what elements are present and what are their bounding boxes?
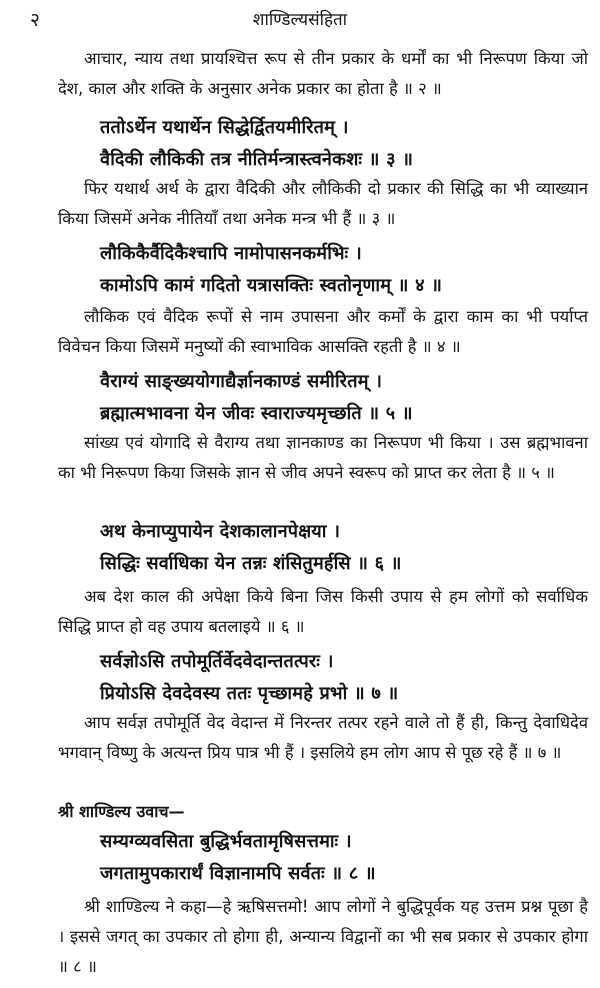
paragraph-2-text: आचार, न्याय तथा प्रायश्चित्त रूप से तीन प्रकार के धर्मों का भी निरूपण किया जो देश, काल और शक्ति के अनुसार अनेक प्रकार का होता है ॥ २ ॥ [58, 49, 588, 98]
verse-4-line-1: लौकिकैर्वैदिकैश्चापि नामोपासनकर्मभिः । [100, 243, 362, 264]
paragraph-7 [58, 708, 588, 768]
paragraph-7-text: आप सर्वज्ञ तपोमूर्ति वेद वेदान्त में निरन्तर तत्पर रहने वाले तो हैं ही, किन्तु देवाधिदेव भगवान् विष्णु के अत्यन्त प्रिय पात्र भी हैं । इसलिये हम लोग आप से पूछ रहे हैं ॥ ७ ॥ [58, 713, 588, 762]
verse-4-line-2: कामोऽपि कामं गदितो यत्रासक्तिः स्वतोनृणाम् ॥ ४ ॥ [100, 275, 443, 296]
verse-6-line-1: अथ केनाप्युपायेन देशकालानपेक्षया । [100, 521, 341, 542]
paragraph-8-text: श्री शाण्डिल्य ने कहा—हे ऋषिसत्तमो! आप लोगों ने बुद्धिपूर्वक यह उत्तम प्रश्न पूछा है । इससे जगत् का उपकार तो होगा ही, अन्यान्य विद्वानों का भी सब प्रकार से उपकार होगा ॥ ८ ॥ [58, 897, 588, 976]
paragraph-3-text: फिर यथार्थ अर्थ के द्वारा वैदिकी और लौकिकी दो प्रकार की सिद्धि का भी व्याख्यान किया जिसमें अनेक नीतियाँ तथा अनेक मन्त्र भी हैं ॥ ३ ॥ [58, 179, 588, 228]
paragraph-2 [58, 44, 588, 104]
verse-5-line-2: ब्रह्मात्मभावना येन जीवः स्वाराज्यमृच्छति ॥ ५ ॥ [100, 403, 413, 424]
running-title: शाण्डिल्यसंहिता [252, 10, 348, 30]
verse-6-line-2: सिद्धिः सर्वाधिका येन तन्नः शंसितुमर्हसि ॥ ६ ॥ [100, 553, 402, 574]
verse-7-line-1: सर्वज्ञोऽसि तपोमूर्तिर्वेदवेदान्ततत्परः । [100, 651, 334, 672]
verse-6 [100, 516, 580, 580]
verse-5-line-1: वैराग्यं साङ्ख्ययोगाद्यैर्ज्ञानकाण्डं समीरितम् । [100, 371, 383, 392]
verse-5 [100, 366, 580, 430]
paragraph-6-text: अब देश काल की अपेक्षा किये बिना जिस किसी उपाय से हम लोगों को सर्वाधिक सिद्धि प्राप्त हो वह उपाय बतलाइये ॥ ६ ॥ [58, 587, 588, 636]
paragraph-5 [58, 428, 588, 488]
paragraph-5-text: सांख्य एवं योगादि से वैराग्य तथा ज्ञानकाण्ड का निरूपण भी किया । उस ब्रह्मभावना का भी निरूपण किया जिसके ज्ञान से जीव अपने स्वरूप को प्राप्त कर लेता है ॥ ५ ॥ [58, 433, 588, 482]
verse-4 [100, 238, 580, 302]
verse-7-line-2: प्रियोऽसि देवदेवस्य ततः पृच्छामहे प्रभो ॥ ७ ॥ [100, 683, 399, 704]
verse-8-line-1: सम्यग्व्यवसिता बुद्धिर्भवतामृषिसत्तमाः । [100, 831, 352, 852]
paragraph-4-text: लौकिक एवं वैदिक रूपों से नाम उपासना और कर्मों के द्वारा काम का भी पर्याप्त विवेचन किया जिसमें मनुष्यों की स्वाभाविक आसक्ति रहती है ॥ ४ ॥ [58, 307, 588, 356]
page-number: २ [30, 9, 40, 31]
page-header [0, 6, 600, 32]
paragraph-6 [58, 582, 588, 642]
verse-8 [100, 826, 580, 890]
paragraph-4 [58, 302, 588, 362]
verse-3-line-2: वैदिकी लौकिकी तत्र नीतिर्मन्त्रास्त्वनेकशः ॥ ३ ॥ [100, 149, 414, 170]
paragraph-8 [58, 892, 588, 982]
paragraph-3 [58, 174, 588, 234]
speaker-heading: श्री शाण्डिल्य उवाच— [58, 802, 185, 821]
verse-8-line-2: जगतामुपकारार्थं विज्ञानामपि सर्वतः ॥ ८ ॥ [100, 863, 376, 884]
verse-3 [100, 112, 580, 176]
verse-7 [100, 646, 580, 710]
verse-3-line-1: ततोऽर्थेन यथार्थेन सिद्धेर्द्वितयमीरितम् । [100, 117, 349, 138]
